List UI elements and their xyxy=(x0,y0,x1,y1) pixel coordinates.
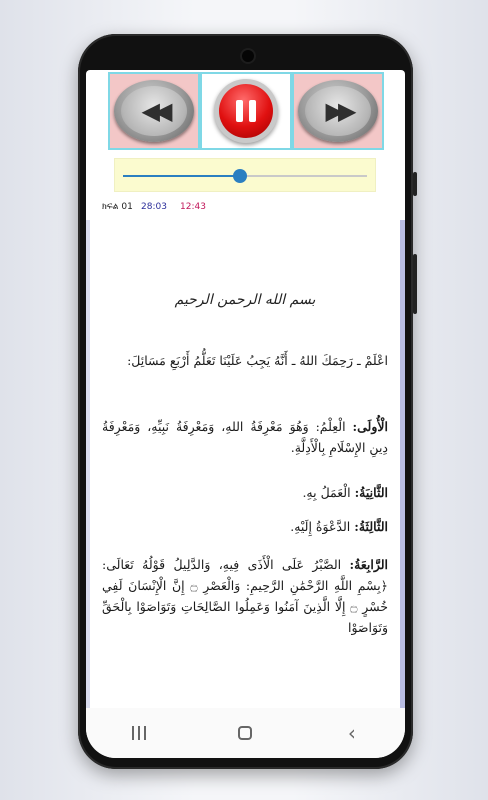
paragraph-intro: اعْلَمْ ـ رَحِمَكَ اللهُ ـ أَنَّهُ يَجِبُ عَلَيْنَا تَعَلُّمُ أَرْبَعِ مَسَائِلَ: xyxy=(127,353,388,368)
home-button[interactable] xyxy=(215,713,275,753)
paragraph-second: الثَّانِيَةُ: الْعَمَلُ بِهِ. xyxy=(302,485,388,500)
total-time: 12:43 xyxy=(180,202,206,212)
elapsed-time: 28:03 xyxy=(141,202,167,212)
time-row xyxy=(86,202,405,218)
paragraph-third: الثَّالِثَةُ: الدَّعْوَةُ إِلَيْهِ. xyxy=(290,519,388,534)
document-page[interactable] xyxy=(86,220,405,708)
page-edge-right xyxy=(400,220,405,708)
fast-forward-icon: ▶▶ xyxy=(305,86,371,136)
volume-button xyxy=(413,172,417,196)
pause-icon xyxy=(219,84,273,138)
back-icon: ‹ xyxy=(347,721,356,745)
track-label: ክፍል 01 xyxy=(102,202,133,212)
seek-track[interactable] xyxy=(123,175,367,177)
basmala-calligraphy: بسم الله الرحمن الرحيم xyxy=(174,292,316,308)
fast-forward-button[interactable] xyxy=(292,72,384,150)
seek-progress xyxy=(123,175,240,177)
home-icon xyxy=(238,726,252,740)
pause-button[interactable] xyxy=(200,72,292,150)
back-button[interactable] xyxy=(322,713,382,753)
front-camera xyxy=(242,50,254,62)
rewind-button[interactable] xyxy=(108,72,200,150)
page-edge-left xyxy=(86,220,90,708)
paragraph-first: الْأُولَى: الْعِلْمُ: وَهُوَ مَعْرِفَةُ اللهِ، وَمَعْرِفَةُ نَبِيِّهِ، وَمَعْرِفَةُ دِينِ الإِسْلَامِ بِالْأَدِلَّةِ. xyxy=(102,419,388,455)
seek-bar-container xyxy=(114,158,376,192)
system-navigation-bar xyxy=(86,708,405,758)
power-button xyxy=(413,254,417,314)
recents-icon xyxy=(132,726,146,740)
rewind-icon: ◀◀ xyxy=(121,86,187,136)
paragraph-fourth: الرَّابِعَةُ: الصَّبْرُ عَلَى الْأَذَى فِيهِ، وَالدَّلِيلُ قَوْلُهُ تَعَالَى: ﴿بِسْمِ اللَّهِ الرَّحْمَٰنِ الرَّحِيمِ: وَالْعَصْرِ ۝ إِنَّ الْإِنْسَانَ لَفِي خُسْرٍ ۝ إِلَّا الَّذِينَ آمَنُوا وَعَمِلُوا الصَّالِحَاتِ وَتَوَاصَوْا بِالْحَقِّ وَتَوَاصَوْا xyxy=(102,557,388,635)
recents-button[interactable] xyxy=(109,713,169,753)
document-text xyxy=(102,220,388,708)
player-controls xyxy=(108,72,384,150)
seek-thumb[interactable] xyxy=(233,169,247,183)
app-screen xyxy=(86,70,405,758)
